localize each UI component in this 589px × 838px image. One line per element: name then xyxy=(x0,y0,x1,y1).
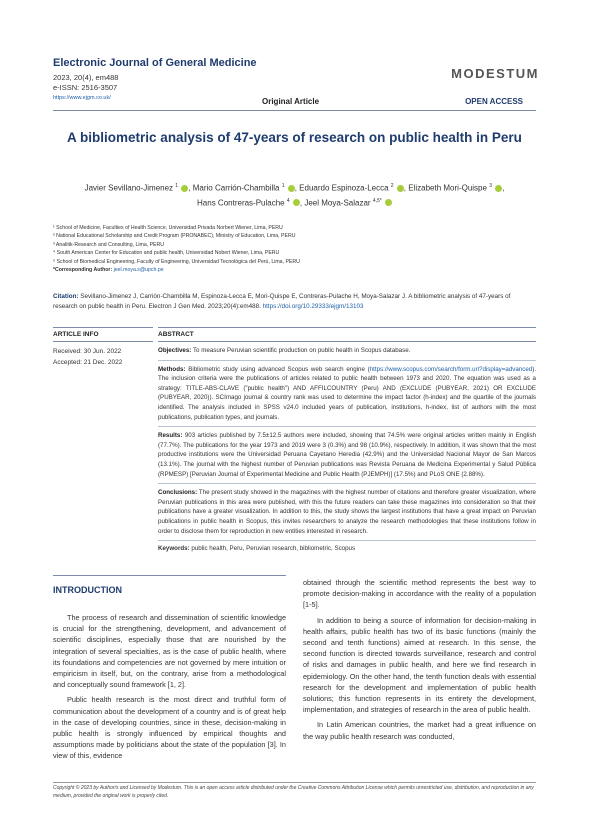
results-label: Results: xyxy=(158,432,183,440)
keywords xyxy=(158,545,536,552)
author-separator: , xyxy=(299,198,305,208)
author-line-2 xyxy=(60,195,529,210)
abstract-objectives xyxy=(158,346,536,356)
author-name: Mario Carrión-Chambilla xyxy=(192,183,280,193)
accepted-date: Accepted: 21 Dec. 2022 xyxy=(53,359,123,366)
author-affil-sup: 2 xyxy=(390,183,394,189)
author-separator: , xyxy=(294,183,300,193)
journal-url-link[interactable]: https://www.ejgm.co.uk/ xyxy=(53,95,111,101)
affiliation-item: ⁵ School of Biomedical Engineering, Faculty of Engineering, Universidad Tecnológica del Perú, Lima, PERU xyxy=(53,258,300,265)
body-paragraph: The process of research and dissemination of scientific knowledge is crucial for the strengthening, development, and advancement of scientific disciplines, especially those that are nourished by the integration of several specialties, as is the case of public health, where its foundations and competencies are not governed by mere intuition or empiricism in itself, but, on the contrary, arise from a methodological and conceptually sound framework [1, 2]. xyxy=(53,613,286,690)
corresponding-email-link[interactable]: jeel.moya.s@upch.pe xyxy=(113,267,164,274)
affiliations xyxy=(53,224,453,274)
author-line-1 xyxy=(60,180,529,195)
methods-label: Methods: xyxy=(158,365,186,373)
keywords-label: Keywords: xyxy=(158,545,190,553)
open-access-label: OPEN ACCESS xyxy=(465,97,523,106)
section-divider xyxy=(53,575,286,576)
article-info-heading: ARTICLE INFO xyxy=(53,327,153,342)
methods-text-cont: ). The inclusion criteria were the publications of articles related to public health between 1973 and 2020. The equation was used as a strategy: TITLE-ABS-CLAVE ("public health") AND AFFILCOUNTRY (Peru) AND (EXCLUDE (PUBYEAR, 2021) OR EXCLUDE (PUBYEAR, 2020)). SCImago journal & country rank was used to determine the impact factor (h-index) and the quartile of the journals identified. The analysis included in SPSS v24.0 included years of publication, institutions, h-index, list of authors with the most publications, publication types, and journals. xyxy=(158,365,536,421)
abstract-divider xyxy=(158,540,536,541)
author-name: Hans Contreras-Pulache xyxy=(197,198,285,208)
citation-label: Citation: xyxy=(53,293,79,300)
abstract-methods xyxy=(158,365,536,423)
author-affil-sup: 4 xyxy=(286,197,290,204)
header-divider xyxy=(53,110,536,111)
copyright-footer: Copyright © 2023 by Author/s and Licensed by Modestum. This is an open access article distributed under the Creative Commons Attribution License which permits unrestricted use, distribution, and reproduction in any medium, provided the original work is properly cited. xyxy=(53,785,534,799)
affiliation-item: ⁴ South American Center for Education and public health, Universidad Nobert Wiener, Lima, PERU xyxy=(53,250,280,257)
abstract-divider xyxy=(158,360,536,361)
footer-divider xyxy=(53,782,536,783)
author-separator: , xyxy=(502,183,505,193)
body-paragraph: In Latin American countries, the market had a great influence on the way public health research was conducted, xyxy=(303,720,536,741)
abstract-results xyxy=(158,431,536,479)
orcid-icon[interactable] xyxy=(385,199,392,206)
conclusions-text: The present study showed in the magazines with the highest number of citations and therefore greater visualization, where Peruvian publications in this area were published, with this the future readers can take these magazines into consideration so that their publications have a greater visualization. In addition to this, the study shows the largest institutions that have a great impact on Peruvian publications in public health in Scopus, this invites researchers to analyze the research methodologies that these institutions follow in order to disclose them for reproduction in new entities interested in research. xyxy=(158,489,536,535)
abstract-conclusions xyxy=(158,488,536,536)
abstract-heading: ABSTRACT xyxy=(158,327,536,342)
corresponding-label: *Corresponding Author: xyxy=(53,267,113,274)
citation-doi-link[interactable]: https://doi.org/10.29333/ejgm/13103 xyxy=(262,303,364,310)
author-name: Elizabeth Mori-Quispe xyxy=(408,183,487,193)
citation-block xyxy=(53,292,536,312)
methods-text: Bibliometric study using advanced Scopus web search engine ( xyxy=(188,365,370,373)
keywords-text: public health, Peru, Peruvian research, bibliometric, Scopus xyxy=(191,545,356,553)
abstract-divider xyxy=(158,426,536,427)
article-info xyxy=(53,327,153,368)
journal-volume: 2023, 20(4), em488 xyxy=(53,73,119,82)
body-column-left xyxy=(53,612,286,766)
scopus-search-link[interactable]: https://www.scopus.com/search/form.uri?display=advanced xyxy=(369,365,533,373)
body-paragraph: Public health research is the most direct and truthful form of communication about the development of a country and is of great help in the case of developing countries, since in these, decision-making in public health is strongly influenced by empirical thoughts and assumptions made by politicians about the state of the population [3]. In view of this, evidence xyxy=(53,695,286,761)
orcid-icon[interactable] xyxy=(293,199,300,206)
introduction-heading: INTRODUCTION xyxy=(53,585,122,595)
author-affil-sup: 1 xyxy=(175,183,179,189)
author-list xyxy=(60,180,529,209)
article-type: Original Article xyxy=(262,97,320,106)
author-name: Jeel Moya-Salazar xyxy=(304,198,371,208)
corresponding-author xyxy=(53,266,453,274)
journal-name: Electronic Journal of General Medicine xyxy=(53,57,257,69)
abstract xyxy=(158,327,536,552)
publisher-logo: MODESTUM xyxy=(451,66,539,81)
orcid-icon[interactable] xyxy=(288,185,295,192)
affiliation-item: ³ Analitik-Research and Consulting, Lima, PERU xyxy=(53,241,165,248)
journal-issn: e-ISSN: 2516-3507 xyxy=(53,83,118,92)
body-paragraph: In addition to being a source of information for decision-making in health affairs, public health has two of its basic functions (mainly the second and tenth functions) aimed at research. In this sense, the second function is directed towards surveillance, research and control of risks and damages in public health, and here we find research in epidemiology. On the other hand, the tenth function deals with essential research for the development and implementation of public health solutions; this function represents in its entirety the development, implementation, and strategies of research in the area of public health. xyxy=(303,615,536,715)
abstract-divider xyxy=(158,483,536,484)
objectives-label: Objectives: xyxy=(158,347,192,354)
author-affil-sup: 3 xyxy=(489,183,492,189)
affiliation-item: ² National Educational Scholarship and Credit Program (PRONABEC), Ministry of Education, Lima, PERU xyxy=(53,233,296,240)
conclusions-label: Conclusions: xyxy=(158,489,198,497)
author-separator: , xyxy=(403,183,409,193)
body-column-right xyxy=(303,577,536,746)
orcid-icon[interactable] xyxy=(397,185,404,192)
author-affil-sup: 1 xyxy=(281,183,285,189)
author-name: Eduardo Espinoza-Lecca xyxy=(299,183,389,193)
received-date: Received: 30 Jun. 2022 xyxy=(53,348,122,355)
body-paragraph: obtained through the scientific method represents the best way to promote decision-making in accordance with the reality of a population [1-5]. xyxy=(303,578,536,610)
author-name: Javier Sevillano-Jimenez xyxy=(84,183,174,193)
journal-header xyxy=(53,57,353,101)
affiliation-item: ¹ School of Medicine, Faculties of Health Science, Universidad Privada Norbert Wiener, Lima, PERU xyxy=(53,225,283,231)
citation-text: Sevillano-Jimenez J, Carrión-Chambilla M, Espinoza-Lecca E, Mori-Quispe E, Contreras-Pulache H, Moya-Salazar J. A bibliometric analysis of 47-years of research on public health in Peru. Electron J Gen Med. 2023;20(4):em488. xyxy=(53,293,511,310)
objectives-text: To measure Peruvian scientific production on public health in Scopus database. xyxy=(192,347,411,354)
article-title: A bibliometric analysis of 47-years of research on public health in Peru xyxy=(67,130,522,145)
results-text: 903 articles published by 7.5±12.5 authors were included, showing that 74.5% were original articles written mainly in English (77.7%). The publications for the year 1973 and 2019 were 3 (0.3%) and 98 (10.9%), respectively. In addition, it was shown that the most productive institutions were the Universidad Peruana Cayetano Heredia (42.9%) and the Universidad Nacional Mayor de San Marcos (13.1%). The journal with the highest number of Peruvian publications was Revista Peruana de Medicina Experimental y Salud Pública (RPMESP) [Peruvian Journal of Experimental Medicine and Public Health (PJEMPH)] (17.5%) and PLoS ONE (2.88%). xyxy=(158,432,536,478)
author-separator: , xyxy=(188,183,193,193)
author-affil-sup: 4,5* xyxy=(372,197,382,204)
